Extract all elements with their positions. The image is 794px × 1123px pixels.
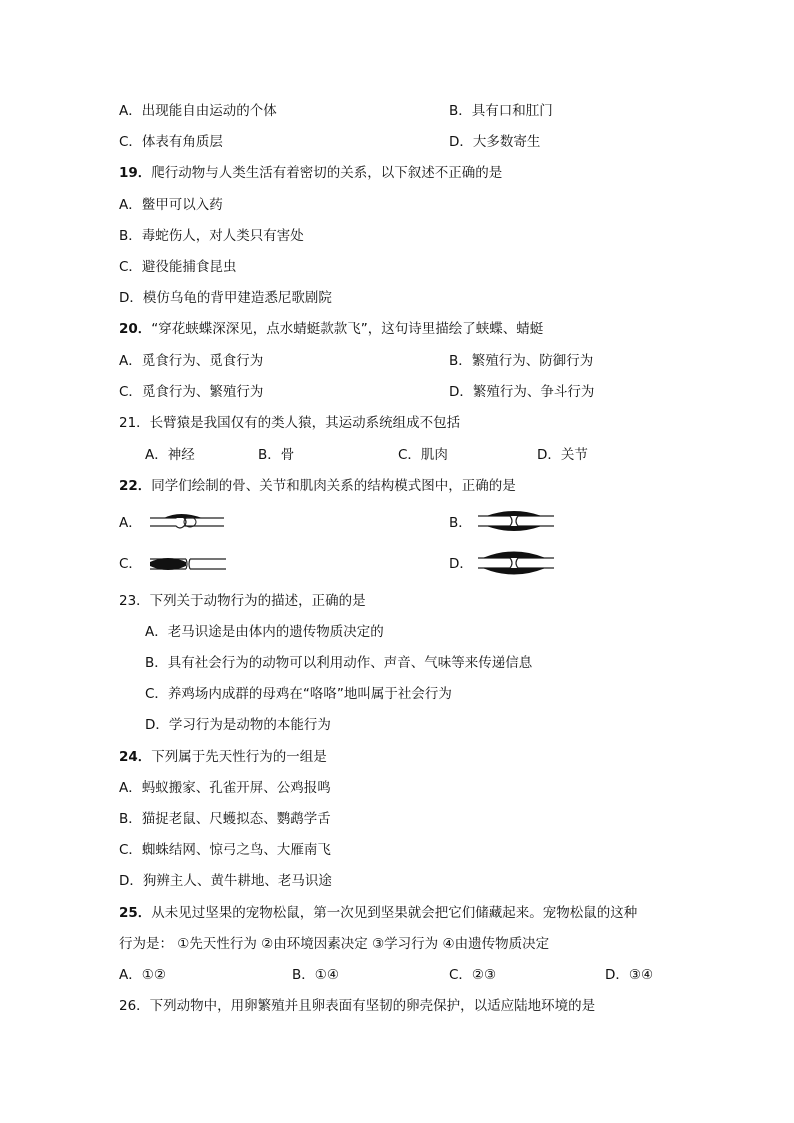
q22-option-a-label: A．	[119, 515, 142, 531]
question-22	[119, 477, 516, 495]
question-24	[119, 748, 327, 766]
q25-option-a: A．①②	[119, 967, 166, 983]
q21-option-c: C．肌肉	[398, 447, 448, 463]
q21-option-a: A．神经	[145, 447, 195, 463]
q22-option-d-label: D．	[449, 556, 473, 572]
question-26: 26．下列动物中，用卵繁殖并且卵表面有坚韧的卵壳保护，以适应陆地环境的是	[119, 998, 596, 1014]
q19-option-c: C．避役能捕食昆虫	[119, 259, 237, 275]
q25-option-d: D．③④	[605, 967, 654, 983]
q22-option-c-label: C．	[119, 556, 142, 572]
q18-option-d: D．大多数寄生	[449, 134, 541, 150]
q19-option-d: D．模仿乌龟的背甲建造悉尼歌剧院	[119, 290, 332, 306]
question-number: 24．	[119, 749, 152, 765]
q24-option-c: C．蜘蛛结网、惊弓之鸟、大雁南飞	[119, 842, 331, 858]
q20-option-a: A．觅食行为、觅食行为	[119, 353, 264, 369]
q18-option-c: C．体表有角质层	[119, 134, 223, 150]
bone-joint-muscle-diagram-b	[474, 506, 558, 536]
q23-option-b: B．具有社会行为的动物可以利用动作、声音、气味等来传递信息	[145, 655, 533, 671]
question-25-continued: 行为是： ①先天性行为 ②由环境因素决定 ③学习行为 ④由遗传物质决定	[119, 936, 550, 952]
q20-option-b: B．繁殖行为、防御行为	[449, 353, 594, 369]
q23-option-d: D．学习行为是动物的本能行为	[145, 717, 331, 733]
q25-option-b: B．①④	[292, 967, 339, 983]
question-20	[119, 320, 543, 338]
q24-option-b: B．猫捉老鼠、尺蠖拟态、鹦鹉学舌	[119, 811, 331, 827]
question-number: 22．	[119, 478, 152, 494]
question-stem: 下列属于先天性行为的一组是	[151, 749, 327, 765]
q23-option-c: C．养鸡场内成群的母鸡在“咯咯”地叫属于社会行为	[145, 686, 452, 702]
q22-option-b-label: B．	[449, 515, 472, 531]
q19-option-b: B．毒蛇伤人，对人类只有害处	[119, 228, 304, 244]
question-23: 23．下列关于动物行为的描述，正确的是	[119, 593, 366, 609]
q25-option-c: C．②③	[449, 967, 497, 983]
question-21: 21．长臂猿是我国仅有的类人猿，其运动系统组成不包括	[119, 415, 461, 431]
bone-joint-muscle-diagram-d	[474, 546, 558, 580]
q24-option-d: D．狗辨主人、黄牛耕地、老马识途	[119, 873, 332, 889]
question-19	[119, 164, 502, 182]
q20-option-d: D．繁殖行为、争斗行为	[449, 384, 595, 400]
question-stem: “穿花蛱蝶深深见，点水蜻蜓款款飞”，这句诗里描绘了蛱蝶、蜻蜓	[151, 321, 544, 337]
question-25	[119, 904, 637, 922]
q21-option-b: B．骨	[258, 447, 295, 463]
bone-joint-muscle-diagram-c	[146, 550, 230, 578]
q18-option-a: A．出现能自由运动的个体	[119, 103, 277, 119]
q20-option-c: C．觅食行为、繁殖行为	[119, 384, 264, 400]
q24-option-a: A．蚂蚁搬家、孔雀开屏、公鸡报鸣	[119, 780, 331, 796]
question-stem: 爬行动物与人类生活有着密切的关系，以下叙述不正确的是	[151, 165, 503, 181]
question-stem: 从未见过坚果的宠物松鼠，第一次见到坚果就会把它们储藏起来。宠物松鼠的这种	[151, 905, 638, 921]
q19-option-a: A．鳖甲可以入药	[119, 197, 223, 213]
q21-option-d: D．关节	[537, 447, 588, 463]
question-number: 20．	[119, 321, 152, 337]
question-stem: 同学们绘制的骨、关节和肌肉关系的结构模式图中，正确的是	[151, 478, 516, 494]
bone-joint-muscle-diagram-a	[146, 508, 230, 536]
q18-option-b: B．具有口和肛门	[449, 103, 553, 119]
question-number: 25．	[119, 905, 152, 921]
q23-option-a: A．老马识途是由体内的遗传物质决定的	[145, 624, 384, 640]
question-number: 19．	[119, 165, 152, 181]
